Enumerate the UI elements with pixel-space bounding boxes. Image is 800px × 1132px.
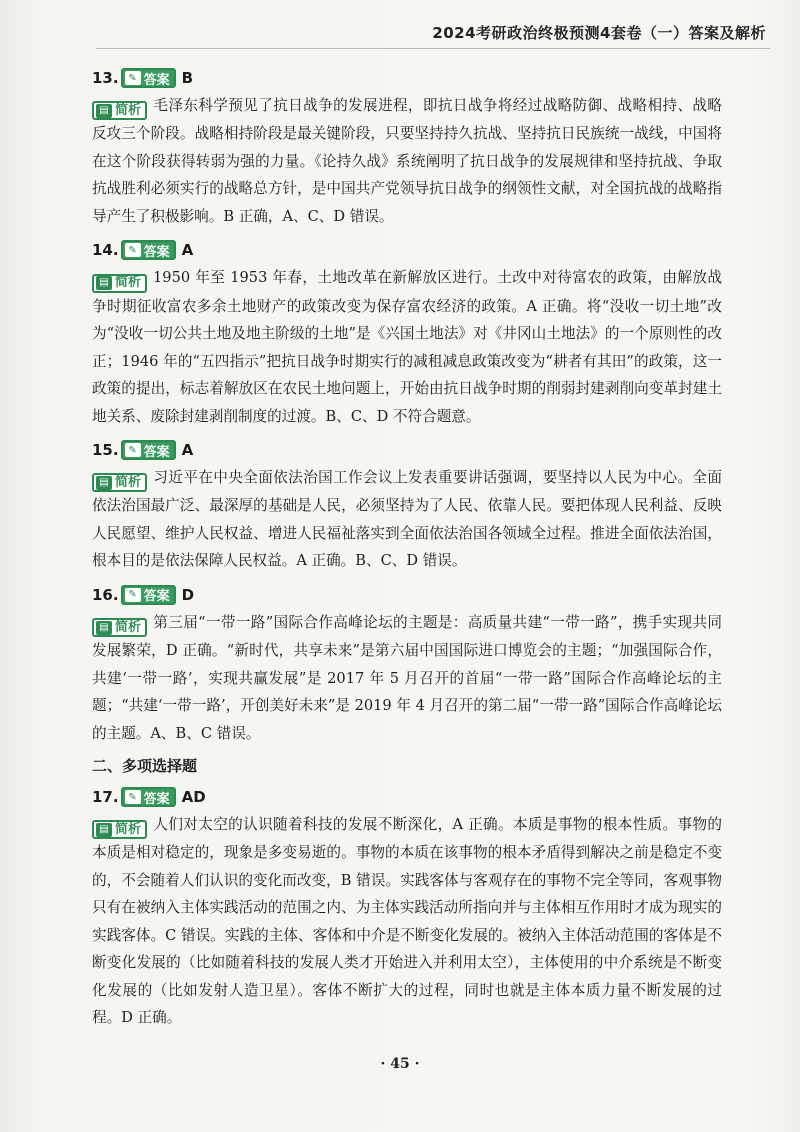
- answer-line: [92, 581, 722, 609]
- explain-badge: ▤ 简析: [92, 274, 147, 293]
- explain-badge: ▤ 简析: [92, 820, 147, 839]
- header-divider: [96, 48, 770, 49]
- explain-badge: ▤ 简析: [92, 473, 147, 492]
- answer-line: [92, 236, 722, 264]
- answer-item-14: [92, 236, 722, 430]
- answer-badge: ✎ 答案: [121, 68, 176, 88]
- answer-choice: A: [181, 241, 194, 260]
- pen-icon: ✎: [125, 71, 141, 85]
- book-icon: ▤: [96, 621, 112, 635]
- explain-badge: ▤ 简析: [92, 101, 147, 120]
- answer-item-16: [92, 581, 722, 747]
- explanation-paragraph: [92, 264, 722, 430]
- pen-icon: ✎: [125, 243, 141, 257]
- answer-line: [92, 436, 722, 464]
- explanation-text: 人们对太空的认识随着科技的发展不断深化，A 正确。本质是事物的根本性质。事物的本质是相对稳定的，现象是多变易逝的。事物的本质在该事物的根本矛盾得到解决之前是稳定不变的，不会随着人们认识的变化而改变，B 错误。实践客体与客观存在的事物不完全等同，客观事物只有在被纳入主体实践活动的范围之内、为主体实践活动所指向并与主体相互作用时才成为现实的实践客体。C 错误。实践的主体、客体和中介是不断变化发展的。被纳入主体活动范围的客体是不断变化发展的（比如随着科技的发展人类才开始进入并利用太空），主体使用的中介系统是不断变化发展的（比如发射人造卫星）。客体不断扩大的过程，同时也就是主体本质力量不断发展的过程。D 正确。: [92, 816, 722, 1027]
- answer-choice: D: [181, 585, 195, 604]
- explanation-text: 习近平在中央全面依法治国工作会议上发表重要讲话强调，要坚持以人民为中心。全面依法治国最广泛、最深厚的基础是人民，必须坚持为了人民、依靠人民。要把体现人民利益、反映人民愿望、维护人民权益、增进人民福祉落实到全面依法治国各领域全过程。推进全面依法治国，根本目的是依法保障人民权益。A 正确。B、C、D 错误。: [92, 469, 722, 570]
- page-header-title: 2024考研政治终极预测4套卷（一）答案及解析: [432, 24, 766, 42]
- question-number: 14.: [92, 241, 119, 260]
- question-number: 13.: [92, 69, 119, 87]
- explain-badge: ▤ 简析: [92, 618, 147, 637]
- page-number: · 45 ·: [380, 1056, 420, 1072]
- question-number: 16.: [92, 585, 119, 604]
- question-number: 15.: [92, 441, 119, 459]
- explanation-paragraph: [92, 609, 722, 747]
- explanation-text: 1950 年至 1953 年春，土地改革在新解放区进行。土改中对待富农的政策，由解放战争时期征收富农多余土地财产的政策改变为保存富农经济的政策。A 正确。将“没收一切土地”改为“没收一切公共土地及地主阶级的土地”是《兴国土地法》对《井冈山土地法》的一个原则性的改正；1946 年的“五四指示”把抗日战争时期实行的减租减息政策改变为“耕者有其田”的政策，这一政策的提出，标志着解放区在农民土地问题上，开始由抗日战争时期的削弱封建剥削向变革封建土地关系、废除封建剥削制度的过渡。B、C、D 不符合题意。: [92, 269, 722, 425]
- answer-item-17: [92, 783, 722, 1032]
- book-icon: ▤: [96, 104, 112, 118]
- answer-badge: ✎ 答案: [121, 585, 176, 605]
- book-icon: ▤: [96, 476, 112, 490]
- explanation-paragraph: [92, 811, 722, 1032]
- explanation-text: 第三届“一带一路”国际合作高峰论坛的主题是：高质量共建“一带一路”，携手实现共同发展繁荣，D 正确。“新时代，共享未来”是第六届中国国际进口博览会的主题；“加强国际合作，共建‘一带一路’，实现共赢发展”是 2017 年 5 月召开的首届“一带一路”国际合作高峰论坛的主题；“共建‘一带一路’，开创美好未来”是 2019 年 4 月召开的第二届“一带一路”国际合作高峰论坛的主题。A、B、C 错误。: [92, 613, 722, 742]
- explanation-text: 毛泽东科学预见了抗日战争的发展进程，即抗日战争将经过战略防御、战略相持、战略反攻三个阶段。战略相持阶段是最关键阶段，只要坚持持久抗战、坚持抗日民族统一战线，中国将在这个阶段获得转弱为强的力量。《论持久战》系统阐明了抗日战争的发展规律和坚持抗战、争取抗战胜利必须实行的战略总方针，是中国共产党领导抗日战争的纲领性文献，对全国抗战的战略指导产生了积极影响。B 正确，A、C、D 错误。: [92, 97, 722, 225]
- pen-icon: ✎: [125, 443, 141, 457]
- answer-badge: ✎ 答案: [121, 240, 176, 260]
- answer-item-15: [92, 436, 722, 575]
- pen-icon: ✎: [125, 790, 141, 804]
- explanation-paragraph: [92, 464, 722, 575]
- answer-content: [92, 64, 722, 1038]
- answer-badge: ✎ 答案: [121, 440, 176, 460]
- pen-icon: ✎: [125, 588, 141, 602]
- explanation-paragraph: [92, 92, 722, 230]
- answer-line: [92, 64, 722, 92]
- answer-choice: A: [181, 441, 194, 459]
- answer-choice: AD: [181, 788, 206, 806]
- answer-badge: ✎ 答案: [121, 787, 176, 807]
- answer-choice: B: [181, 69, 194, 87]
- answer-line: [92, 783, 722, 811]
- book-icon: ▤: [96, 276, 112, 290]
- question-number: 17.: [92, 788, 119, 806]
- section-heading: 二、多项选择题: [92, 757, 198, 775]
- answer-item-13: [92, 64, 722, 230]
- book-icon: ▤: [96, 823, 112, 837]
